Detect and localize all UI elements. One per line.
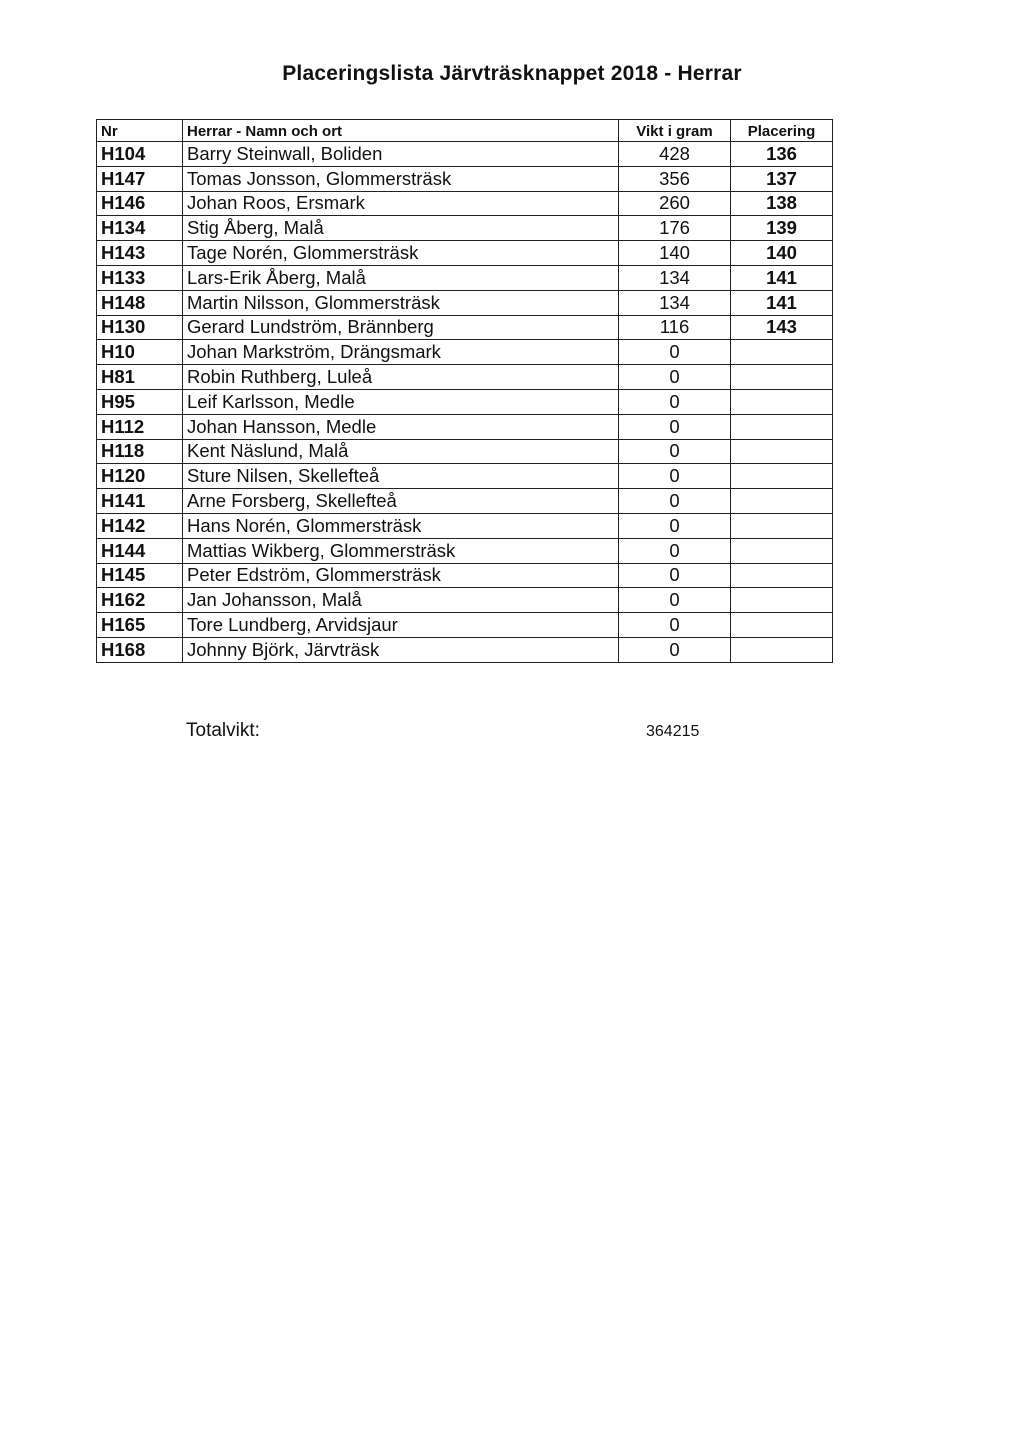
cell-weight: 116 <box>619 315 731 340</box>
cell-name: Arne Forsberg, Skellefteå <box>183 489 619 514</box>
cell-nr: H118 <box>97 439 183 464</box>
cell-weight: 0 <box>619 513 731 538</box>
cell-placement <box>731 637 833 662</box>
cell-weight: 0 <box>619 563 731 588</box>
cell-name: Leif Karlsson, Medle <box>183 389 619 414</box>
cell-nr: H146 <box>97 191 183 216</box>
cell-weight: 140 <box>619 241 731 266</box>
cell-nr: H142 <box>97 513 183 538</box>
cell-name: Tore Lundberg, Arvidsjaur <box>183 613 619 638</box>
cell-placement: 141 <box>731 290 833 315</box>
cell-placement <box>731 414 833 439</box>
table-row <box>97 216 833 241</box>
page-title: Placeringslista Järvträsknappet 2018 - Herrar <box>282 62 742 85</box>
cell-nr: H162 <box>97 588 183 613</box>
table-row <box>97 489 833 514</box>
table-row <box>97 166 833 191</box>
cell-nr: H95 <box>97 389 183 414</box>
cell-nr: H147 <box>97 166 183 191</box>
cell-weight: 0 <box>619 637 731 662</box>
cell-placement <box>731 365 833 390</box>
table-row <box>97 414 833 439</box>
cell-placement <box>731 389 833 414</box>
cell-weight: 0 <box>619 340 731 365</box>
column-header-weight: Vikt i gram <box>619 120 731 142</box>
cell-weight: 0 <box>619 389 731 414</box>
cell-name: Hans Norén, Glommersträsk <box>183 513 619 538</box>
cell-nr: H168 <box>97 637 183 662</box>
table-row <box>97 613 833 638</box>
cell-weight: 0 <box>619 538 731 563</box>
cell-nr: H130 <box>97 315 183 340</box>
total-weight-value: 364215 <box>646 723 700 740</box>
results-table <box>96 119 833 663</box>
cell-placement: 137 <box>731 166 833 191</box>
cell-placement <box>731 613 833 638</box>
cell-placement <box>731 588 833 613</box>
table-row <box>97 513 833 538</box>
table-row <box>97 588 833 613</box>
table-row <box>97 191 833 216</box>
cell-name: Johan Hansson, Medle <box>183 414 619 439</box>
table-body <box>97 142 833 663</box>
cell-placement: 139 <box>731 216 833 241</box>
cell-nr: H112 <box>97 414 183 439</box>
cell-placement <box>731 340 833 365</box>
cell-weight: 176 <box>619 216 731 241</box>
cell-weight: 356 <box>619 166 731 191</box>
cell-nr: H165 <box>97 613 183 638</box>
table-row <box>97 365 833 390</box>
cell-weight: 0 <box>619 489 731 514</box>
cell-nr: H120 <box>97 464 183 489</box>
table-row <box>97 439 833 464</box>
cell-weight: 428 <box>619 142 731 167</box>
table-row <box>97 142 833 167</box>
cell-nr: H133 <box>97 265 183 290</box>
cell-weight: 134 <box>619 265 731 290</box>
cell-nr: H141 <box>97 489 183 514</box>
cell-placement: 140 <box>731 241 833 266</box>
table-row <box>97 315 833 340</box>
cell-name: Lars-Erik Åberg, Malå <box>183 265 619 290</box>
cell-name: Martin Nilsson, Glommersträsk <box>183 290 619 315</box>
cell-name: Robin Ruthberg, Luleå <box>183 365 619 390</box>
cell-placement <box>731 464 833 489</box>
cell-name: Kent Näslund, Malå <box>183 439 619 464</box>
cell-weight: 0 <box>619 588 731 613</box>
table-row <box>97 563 833 588</box>
cell-name: Jan Johansson, Malå <box>183 588 619 613</box>
cell-nr: H104 <box>97 142 183 167</box>
cell-weight: 260 <box>619 191 731 216</box>
table-row <box>97 241 833 266</box>
cell-weight: 0 <box>619 365 731 390</box>
table-row <box>97 538 833 563</box>
cell-name: Tomas Jonsson, Glommersträsk <box>183 166 619 191</box>
cell-name: Johan Markström, Drängsmark <box>183 340 619 365</box>
cell-name: Peter Edström, Glommersträsk <box>183 563 619 588</box>
cell-nr: H144 <box>97 538 183 563</box>
cell-weight: 0 <box>619 613 731 638</box>
table-row <box>97 290 833 315</box>
cell-nr: H10 <box>97 340 183 365</box>
cell-weight: 134 <box>619 290 731 315</box>
column-header-place: Placering <box>731 120 833 142</box>
cell-name: Barry Steinwall, Boliden <box>183 142 619 167</box>
table-row <box>97 265 833 290</box>
cell-name: Johnny Björk, Järvträsk <box>183 637 619 662</box>
cell-name: Tage Norén, Glommersträsk <box>183 241 619 266</box>
cell-nr: H81 <box>97 365 183 390</box>
table-header-row <box>97 120 833 142</box>
cell-placement <box>731 489 833 514</box>
cell-name: Mattias Wikberg, Glommersträsk <box>183 538 619 563</box>
table-row <box>97 464 833 489</box>
cell-placement <box>731 439 833 464</box>
cell-weight: 0 <box>619 464 731 489</box>
cell-name: Stig Åberg, Malå <box>183 216 619 241</box>
cell-name: Gerard Lundström, Brännberg <box>183 315 619 340</box>
column-header-nr: Nr <box>97 120 183 142</box>
cell-weight: 0 <box>619 414 731 439</box>
cell-name: Johan Roos, Ersmark <box>183 191 619 216</box>
cell-nr: H143 <box>97 241 183 266</box>
cell-placement <box>731 538 833 563</box>
total-weight-label: Totalvikt: <box>186 720 260 741</box>
table-row <box>97 340 833 365</box>
cell-placement: 141 <box>731 265 833 290</box>
column-header-name: Herrar - Namn och ort <box>183 120 619 142</box>
cell-nr: H134 <box>97 216 183 241</box>
table-row <box>97 637 833 662</box>
cell-placement: 136 <box>731 142 833 167</box>
cell-name: Sture Nilsen, Skellefteå <box>183 464 619 489</box>
cell-placement <box>731 513 833 538</box>
cell-placement <box>731 563 833 588</box>
cell-placement: 138 <box>731 191 833 216</box>
cell-placement: 143 <box>731 315 833 340</box>
table-row <box>97 389 833 414</box>
cell-nr: H145 <box>97 563 183 588</box>
cell-nr: H148 <box>97 290 183 315</box>
cell-weight: 0 <box>619 439 731 464</box>
